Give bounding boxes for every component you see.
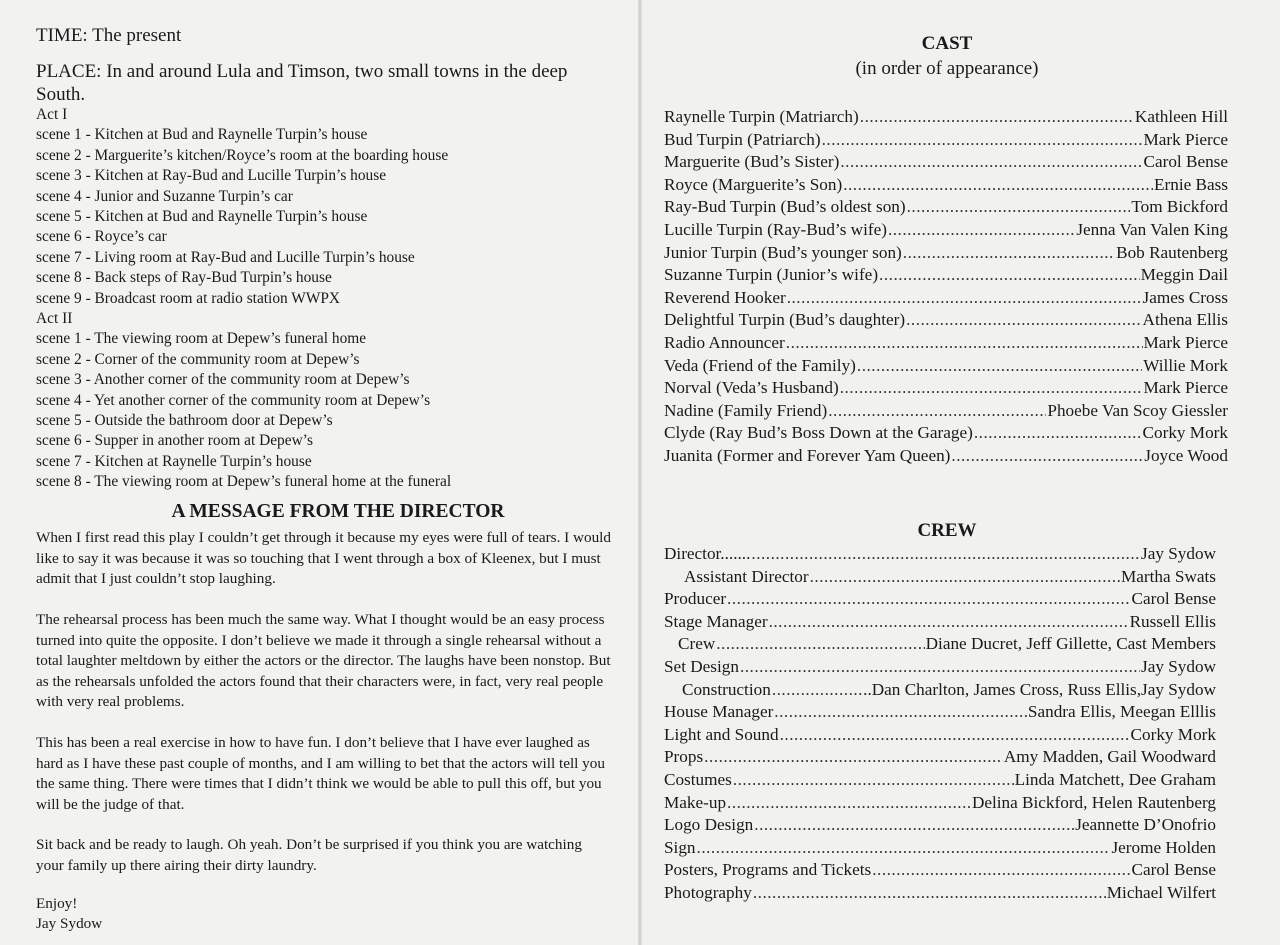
crew-role: House Manager [664, 702, 774, 722]
dot-leader [828, 402, 1046, 419]
cast-row [664, 153, 1228, 170]
director-paragraph-4: Sit back and be ready to laugh. Oh yeah. Don’t be surprised if you think you are watching your family up there airing their dirty laundry. [36, 836, 582, 874]
cast-row [664, 289, 1228, 306]
dot-leader [772, 681, 862, 698]
dot-leader [974, 424, 1142, 441]
crew-name: Michael Wilfert [1106, 883, 1216, 902]
cast-row [664, 357, 1228, 374]
crew-role: Light and Sound [664, 724, 779, 744]
crew-row [664, 658, 1216, 675]
dot-leader [753, 884, 1106, 901]
dot-leader [822, 131, 1143, 148]
cast-row [664, 108, 1228, 125]
dot-leader [774, 703, 1027, 720]
crew-role: Director....... [664, 544, 751, 563]
cast-name: James Cross [1142, 287, 1228, 307]
crew-role: Crew [678, 634, 716, 654]
cast-role: Suzanne Turpin (Junior’s wife) [664, 265, 879, 285]
dot-leader [903, 244, 1115, 261]
cast-name: Athena Ellis [1142, 310, 1228, 330]
cast-name: Jenna Van Valen King [1076, 220, 1228, 239]
cast-role: Veda (Friend of the Family) [664, 355, 856, 375]
cast-role: Royce (Marguerite’s Son) [664, 174, 843, 194]
act-heading: Act I [36, 106, 68, 123]
dot-leader [697, 839, 1111, 856]
crew-name: Russell Ellis [1129, 611, 1216, 631]
crew-row [664, 861, 1216, 878]
crew-row [664, 613, 1216, 630]
dot-leader [860, 108, 1134, 125]
scene-item: scene 3 - Another corner of the community room at Depew’s [36, 371, 410, 389]
cast-subtitle: (in order of appearance) [855, 58, 1039, 79]
crew-name: Jerome Holden [1111, 837, 1216, 857]
crew-name: Corky Mork [1130, 724, 1216, 744]
dot-leader [733, 771, 1014, 788]
cast-name: Mark Pierce [1143, 333, 1228, 352]
cast-name: Mark Pierce [1143, 129, 1228, 149]
scene-item: scene 8 - Back steps of Ray-Bud Turpin’s house [36, 269, 332, 287]
dot-leader [840, 153, 1142, 170]
dot-leader [907, 198, 1131, 215]
crew-role: Construction [682, 679, 771, 699]
dot-leader [716, 635, 924, 652]
crew-row [682, 681, 1216, 698]
director-signature: Jay Sydow [36, 915, 103, 932]
dot-leader [727, 590, 1130, 607]
crew-name: Martha Swats [1121, 566, 1216, 586]
cast-role: Juanita (Former and Forever Yam Queen) [664, 446, 951, 465]
scene-item: scene 3 - Kitchen at Ray-Bud and Lucille Turpin’s house [36, 167, 387, 185]
scene-item: scene 4 - Junior and Suzanne Turpin’s car [36, 187, 293, 205]
scene-item: scene 1 - The viewing room at Depew’s funeral home [36, 330, 367, 348]
cast-row [664, 379, 1228, 396]
crew-name: Sandra Ellis, Meegan Elllis [1027, 702, 1216, 722]
dot-leader [872, 861, 1130, 878]
act-heading: Act II [36, 310, 73, 327]
crew-name: Carol Bense [1131, 860, 1216, 880]
cast-role: Marguerite (Bud’s Sister) [664, 152, 840, 172]
scene-item: scene 4 - Yet another corner of the community room at Depew’s [36, 391, 431, 409]
dot-leader [740, 658, 1140, 675]
crew-role: Props [664, 747, 704, 767]
crew-row [684, 568, 1216, 585]
cast-row [664, 244, 1228, 261]
cast-role: Norval (Veda’s Husband) [664, 378, 839, 398]
scene-item: scene 7 - Kitchen at Raynelle Turpin’s house [36, 452, 312, 470]
cast-role: Reverend Hooker [664, 287, 786, 307]
cast-role: Nadine (Family Friend) [664, 400, 828, 420]
director-paragraph-1: When I first read this play I couldn’t get through it because my eyes were full of tears. I would like to say it was because it was so touching that I went through a box of Kleenex, but I must admit that I just couldn’t stop laughing. [36, 529, 611, 587]
dot-leader [857, 357, 1142, 374]
cast-name: Joyce Wood [1144, 446, 1228, 465]
crew-role: Posters, Programs and Tickets [664, 860, 872, 880]
dot-leader [704, 748, 1003, 765]
dot-leader [843, 176, 1153, 193]
cast-name: Mark Pierce [1143, 378, 1228, 398]
cast-row [664, 221, 1228, 238]
crew-role: Sign [664, 837, 696, 857]
cast-row [664, 334, 1228, 351]
crew-name: Diane Ducret, Jeff Gillette, Cast Members [925, 634, 1216, 654]
dot-leader [810, 568, 1120, 585]
crew-name: Linda Matchett, Dee Graham [1014, 770, 1216, 789]
cast-row [664, 176, 1228, 193]
director-heading: A MESSAGE FROM THE DIRECTOR [171, 501, 505, 522]
cast-role: Bud Turpin (Patriarch) [664, 129, 821, 149]
crew-role: Costumes [664, 770, 732, 789]
crew-row [664, 794, 1216, 811]
dot-leader [879, 266, 1140, 283]
crew-name: Delina Bickford, Helen Rautenberg [971, 792, 1216, 812]
crew-row [664, 884, 1216, 901]
crew-row [678, 635, 1216, 652]
crew-role: Assistant Director [684, 566, 809, 586]
scene-item: scene 1 - Kitchen at Bud and Raynelle Turpin’s house [36, 126, 368, 144]
crew-role: Logo Design [664, 815, 754, 835]
cast-name: Ernie Bass [1154, 174, 1228, 194]
dot-leader [787, 289, 1142, 306]
cast-name: Corky Mork [1142, 423, 1228, 443]
cast-row [664, 266, 1228, 283]
dot-leader [754, 816, 1074, 833]
scene-item: scene 6 - Supper in another room at Depew’s [36, 432, 313, 450]
crew-row [664, 545, 1216, 562]
crew-title: CREW [917, 520, 977, 541]
scene-item: scene 7 - Living room at Ray-Bud and Lucille Turpin’s house [36, 248, 415, 266]
scene-item: scene 2 - Corner of the community room at Depew’s [36, 350, 360, 368]
cast-row [664, 311, 1228, 328]
crew-row [664, 816, 1216, 833]
crew-name: Jay Sydow [1141, 657, 1216, 676]
cast-name: Tom Bickford [1131, 197, 1228, 217]
crew-row [664, 839, 1216, 856]
cast-row [664, 402, 1228, 419]
cast-role: Ray-Bud Turpin (Bud’s oldest son) [664, 197, 906, 217]
crew-role: Set Design [664, 657, 739, 676]
cast-role: Delightful Turpin (Bud’s daughter) [664, 310, 906, 330]
crew-role: Producer [664, 589, 727, 609]
cast-row [664, 198, 1228, 215]
dot-leader [840, 379, 1143, 396]
cast-name: Kathleen Hill [1134, 107, 1228, 126]
crew-row [664, 590, 1216, 607]
dot-leader [951, 447, 1143, 464]
crew-role: Make-up [664, 792, 727, 812]
cast-name: Willie Mork [1143, 355, 1228, 375]
dot-leader [906, 311, 1141, 328]
crew-name: ..Dan Charlton, James Cross, Russ Ellis,Jay Sydow [863, 679, 1216, 699]
cast-name: Carol Bense [1143, 152, 1228, 172]
scene-item: scene 2 - Marguerite’s kitchen/Royce’s room at the boarding house [36, 146, 449, 164]
crew-name: Amy Madden, Gail Woodward [1003, 747, 1216, 767]
cast-role: Junior Turpin (Bud’s younger son) [664, 242, 902, 262]
place-line: PLACE: In and around Lula and Timson, two small towns in the deep South. [36, 61, 568, 105]
dot-leader [769, 613, 1129, 630]
crew-name: Carol Bense [1131, 589, 1216, 609]
crew-name: Jay Sydow [1141, 544, 1216, 563]
cast-name: Bob Rautenberg [1116, 242, 1228, 262]
cast-row [664, 424, 1228, 441]
dot-leader [751, 545, 1140, 562]
crew-row [664, 748, 1216, 765]
dot-leader [780, 726, 1130, 743]
director-paragraph-3: This has been a real exercise in how to have fun. I don’t believe that I have ever laughed as hard as I have these past couple of months, and I am willing to bet that the actors will tell you the same thing. There were times that I didn’t think we would be able to pull this off, but you will be the judge of that. [36, 734, 605, 813]
crew-row [664, 726, 1216, 743]
cast-title: CAST [921, 33, 973, 54]
cast-row [664, 131, 1228, 148]
cast-role: Radio Announcer [664, 333, 785, 352]
cast-name: Meggin Dail [1140, 265, 1228, 285]
crew-name: Jeannette D’Onofrio [1075, 815, 1216, 835]
cast-role: Raynelle Turpin (Matriarch) [664, 107, 859, 126]
scene-item: scene 5 - Kitchen at Bud and Raynelle Turpin’s house [36, 208, 368, 225]
cast-role: Lucille Turpin (Ray-Bud’s wife) [664, 220, 887, 239]
scene-item: scene 9 - Broadcast room at radio station WWPX [36, 289, 341, 307]
crew-role: Stage Manager [664, 611, 768, 631]
scene-item: scene 5 - Outside the bathroom door at Depew’s [36, 412, 333, 429]
cast-name: Phoebe Van Scoy Giessler [1047, 400, 1228, 420]
cast-role: Clyde (Ray Bud’s Boss Down at the Garage) [664, 423, 973, 443]
crew-row [664, 703, 1216, 720]
crew-row [664, 771, 1216, 788]
cast-row [664, 447, 1228, 464]
dot-leader [786, 334, 1143, 351]
dot-leader [727, 794, 971, 811]
director-signoff: Enjoy! [36, 895, 78, 912]
director-paragraph-2: The rehearsal process has been much the same way. What I thought would be an easy process turned into quite the opposite. I don’t believe we made it through a single rehearsal without a total laughter meltdown by either the actors or the director. The laughs have been nonstop. But as the rehearsals unfolded the actors found that their characters were, in fact, very real people with very real problems. [36, 611, 611, 710]
crew-role: Photography [664, 883, 752, 902]
scene-item: scene 6 - Royce’s car [36, 228, 167, 246]
scene-item: scene 8 - The viewing room at Depew’s funeral home at the funeral [36, 473, 452, 491]
dot-leader [888, 221, 1075, 238]
time-line: TIME: The present [36, 25, 182, 46]
